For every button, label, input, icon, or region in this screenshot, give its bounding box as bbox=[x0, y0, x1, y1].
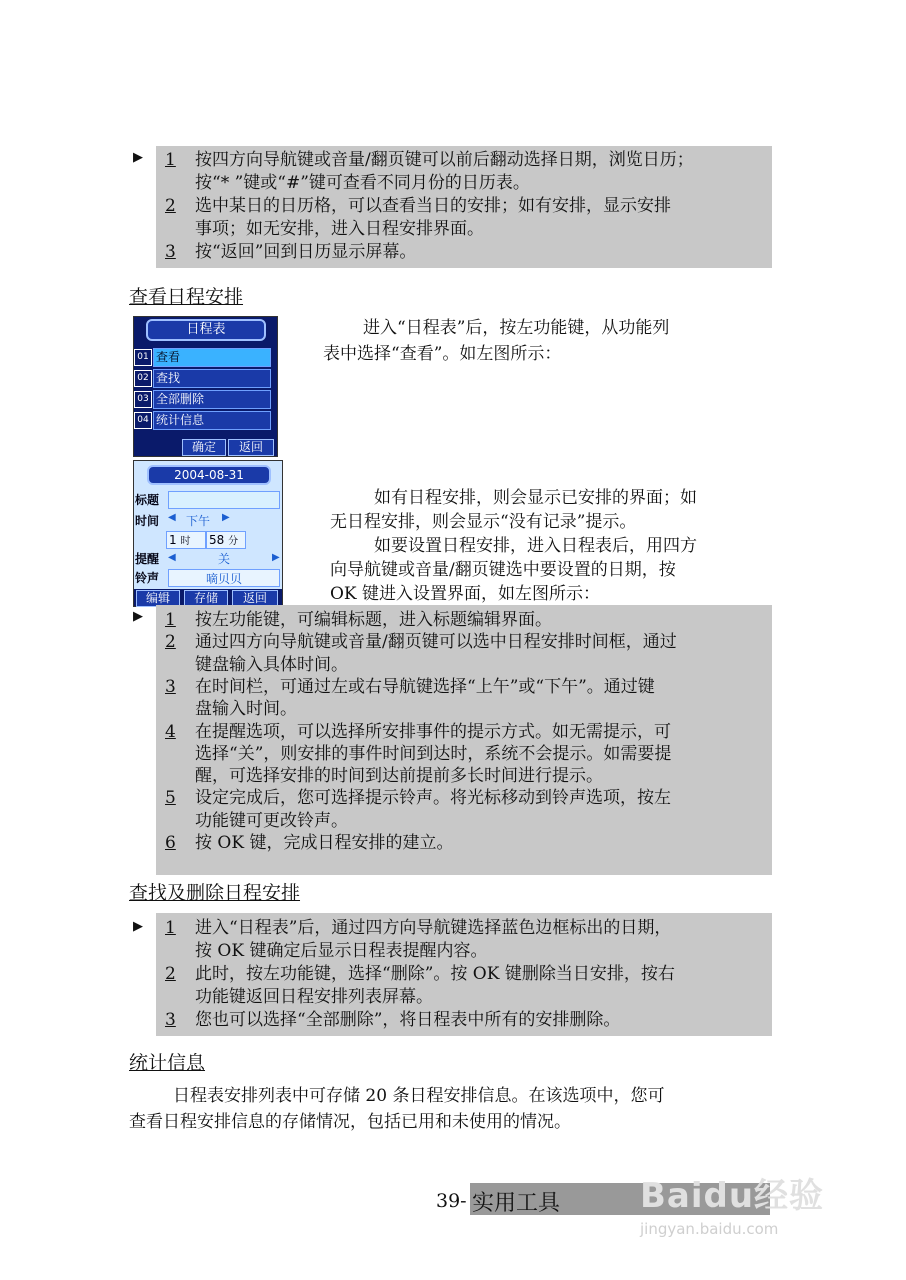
step-line: 盘输入时间。 bbox=[195, 699, 297, 720]
step-number: 2 bbox=[165, 196, 176, 216]
minute-field[interactable]: 58 分 bbox=[206, 531, 246, 549]
step-line: 在时间栏，可通过左或右导航键选择“上午”或“下午”。通过键 bbox=[195, 676, 655, 697]
step-number: 4 bbox=[165, 721, 176, 742]
step-text bbox=[195, 676, 765, 721]
heading-view-schedule: 查看日程安排 bbox=[129, 286, 244, 308]
step-number: 3 bbox=[165, 1010, 176, 1030]
heading-find-delete: 查找及删除日程安排 bbox=[129, 882, 301, 904]
step-line: 设定完成后，您可选择提示铃声。将光标移动到铃声选项，按左 bbox=[195, 788, 671, 809]
page-number: 39- bbox=[436, 1190, 467, 1212]
ampm-left-icon[interactable]: ◀ bbox=[168, 512, 176, 523]
step-text bbox=[195, 832, 765, 854]
watermark-url: jingyan.baidu.com bbox=[640, 1220, 779, 1238]
step-text bbox=[195, 721, 765, 788]
paragraph-line: 如要设置日程安排，进入日程表后，用四方 bbox=[374, 536, 697, 556]
step-text bbox=[195, 609, 765, 631]
softkey-bar bbox=[134, 438, 277, 455]
paragraph-line: 表中选择“查看”。如左图所示： bbox=[323, 344, 562, 364]
step-text bbox=[195, 917, 765, 963]
step-line: 功能键返回日程安排列表屏幕。 bbox=[195, 987, 433, 1007]
step-text bbox=[195, 787, 765, 832]
step-number: 3 bbox=[165, 242, 176, 262]
step-number: 6 bbox=[165, 833, 176, 853]
paragraph-line: 进入“日程表”后，按左功能键，从功能列 bbox=[363, 318, 670, 338]
step-line: 此时，按左功能键，选择“删除”。按 OK 键删除当日安排，按右 bbox=[195, 964, 675, 984]
paragraph-line: 查看日程安排信息的存储情况，包括已用和未使用的情况。 bbox=[129, 1112, 571, 1132]
remind-right-icon[interactable]: ▶ bbox=[272, 552, 280, 563]
paragraph-line: 日程表安排列表中可存储 20 条日程安排信息。在该选项中，您可 bbox=[173, 1086, 665, 1106]
step-text bbox=[195, 149, 765, 195]
ring-field[interactable]: 嘀贝贝 bbox=[168, 569, 280, 587]
phone-screen-menu: 日程表 01 查看 02 查找 03 全部删除 04 统计信息 确定 返回 bbox=[133, 316, 278, 457]
remind-left-icon[interactable]: ◀ bbox=[168, 552, 176, 563]
step-number: 1 bbox=[165, 610, 176, 630]
step-number: 5 bbox=[165, 788, 176, 809]
step-text bbox=[195, 963, 765, 1009]
bullet-arrow-icon: ▶ bbox=[133, 150, 143, 165]
step-line: 在提醒选项，可以选择所安排事件的提示方式。如无需提示，可 bbox=[195, 721, 671, 742]
step-text bbox=[195, 241, 765, 264]
paragraph-line: 向导航键或音量/翻页键选中要设置的日期，按 bbox=[330, 560, 676, 580]
step-number: 1 bbox=[165, 150, 176, 170]
bullet-arrow-icon-3: ▶ bbox=[133, 919, 143, 934]
step-number: 2 bbox=[165, 964, 176, 984]
heading-stats: 统计信息 bbox=[129, 1052, 206, 1074]
bullet-arrow-icon-2: ▶ bbox=[133, 609, 143, 624]
step-text bbox=[195, 631, 765, 676]
ampm-right-icon[interactable]: ▶ bbox=[222, 512, 230, 523]
step-number: 3 bbox=[165, 676, 176, 697]
label-ring: 铃声 bbox=[135, 571, 160, 585]
step-line: 按“* ”键或“#”键可查看不同月份的日历表。 bbox=[195, 173, 530, 193]
screen-title: 日程表 bbox=[146, 319, 266, 341]
step-line: 按 OK 键，完成日程安排的建立。 bbox=[195, 833, 454, 853]
back-softkey-2[interactable]: 返回 bbox=[232, 590, 278, 607]
title-field[interactable] bbox=[168, 491, 280, 509]
date-title: 2004-08-31 bbox=[147, 465, 271, 485]
step-number: 2 bbox=[165, 632, 176, 653]
footer-title: 实用工具 bbox=[472, 1191, 561, 1216]
phone-screen-edit bbox=[133, 460, 283, 607]
step-line: 键盘输入具体时间。 bbox=[195, 654, 348, 675]
hour-field[interactable]: 1 时 bbox=[166, 531, 206, 549]
save-softkey[interactable]: 存储 bbox=[184, 590, 228, 607]
step-text bbox=[195, 195, 765, 241]
paragraph-line: OK 键进入设置界面，如左图所示： bbox=[330, 584, 601, 604]
ampm-value: 下午 bbox=[186, 514, 211, 528]
step-number: 1 bbox=[165, 918, 176, 938]
step-line: 功能键可更改铃声。 bbox=[195, 810, 348, 831]
label-time: 时间 bbox=[135, 514, 160, 528]
label-title: 标题 bbox=[135, 493, 160, 507]
step-line: 事项；如无安排，进入日程安排界面。 bbox=[195, 219, 484, 239]
paragraph-line: 如有日程安排，则会显示已安排的界面；如 bbox=[374, 488, 697, 508]
step-line: 选择“关”，则安排的事件时间到达时，系统不会提示。如需要提 bbox=[195, 743, 672, 764]
step-line: 进入“日程表”后，通过四方向导航键选择蓝色边框标出的日期， bbox=[195, 918, 672, 938]
step-line: 按“返回”回到日历显示屏幕。 bbox=[195, 242, 417, 262]
label-remind: 提醒 bbox=[135, 552, 160, 566]
step-line: 您也可以选择“全部删除”，将日程表中所有的安排删除。 bbox=[195, 1010, 621, 1030]
step-line: 选中某日的日历格，可以查看当日的安排；如有安排，显示安排 bbox=[195, 196, 671, 216]
watermark-logo: Baidu经验 bbox=[640, 1176, 825, 1216]
step-line: 按 OK 键确定后显示日程表提醒内容。 bbox=[195, 941, 488, 961]
step-line: 按四方向导航键或音量/翻页键可以前后翻动选择日期，浏览日历； bbox=[195, 150, 694, 170]
back-softkey[interactable]: 返回 bbox=[228, 439, 274, 456]
step-line: 醒，可选择安排的时间到达前提前多长时间进行提示。 bbox=[195, 766, 603, 787]
softkey-bar-2 bbox=[134, 589, 282, 606]
paragraph-line: 无日程安排，则会显示“没有记录”提示。 bbox=[330, 512, 637, 532]
step-line: 通过四方向导航键或音量/翻页键可以选中日程安排时间框，通过 bbox=[195, 632, 677, 653]
step-line: 按左功能键，可编辑标题，进入标题编辑界面。 bbox=[195, 610, 552, 630]
edit-softkey[interactable]: 编辑 bbox=[136, 590, 180, 607]
remind-value: 关 bbox=[218, 552, 231, 566]
step-text bbox=[195, 1009, 765, 1032]
ok-softkey[interactable]: 确定 bbox=[182, 439, 226, 456]
